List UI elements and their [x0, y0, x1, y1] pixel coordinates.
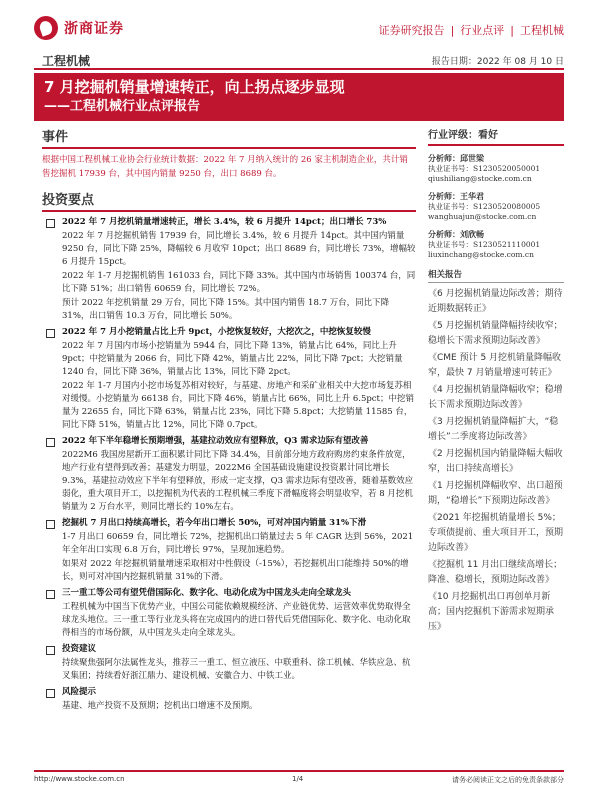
related-report: 《2021 年挖掘机销量增长 5%；专项债提前、重大项目开工，预期边际改善》 [428, 513, 564, 553]
analyst-name: 分析师：王华君 [428, 192, 484, 201]
nav-item-research: 证券研究报告 [378, 24, 445, 37]
analyst-name: 分析师：邱世梁 [428, 154, 484, 163]
footer-disclaimer: 请务必阅读正文之后的免责条款部分 [452, 776, 564, 784]
point-lead: 三一重工等公司有望凭借国际化、数字化、电动化成为中国龙头走向全球龙头 [62, 588, 352, 598]
point-body: 如果对 2022 年挖掘机销量增速采取相对中性假设（-15%），若挖掘机出口能维持 50%的增长，则可对冲国内挖掘机销量 31%的下滑。 [62, 559, 409, 582]
page-header [0, 0, 600, 50]
event-text: 根据中国工程机械工业协会行业统计数据：2022 年 7 月纳入统计的 26 家主机制造企业，共计销售挖掘机 17939 台，其中国内销量 9250 台，出口 8689 台。 [42, 155, 408, 179]
related-report: 《3 月挖掘机销量降幅扩大，“稳增长”二季度将边际改善》 [428, 417, 559, 442]
point-body: 2022 年 1-7 月国内小挖市场复苏相对较好，与基建、房地产和采矿业相关中大挖市场复苏相对缓慢。小挖销量为 66138 台，同比下降 46%，销量占比 66%，同比上升 6.5pct；中挖销量为 22655 台，同比下降 63%，销量占比 23%，同比下降 5.8pct；大挖销量 11585 台，同比下降 51%，销量占比 12%，同比下降 0.7pct。 [62, 381, 414, 430]
nav-item-type: 行业点评 [460, 24, 505, 37]
point-body: 基建、地产投资不及预期；挖机出口增速不及预期。 [62, 701, 258, 711]
analyst-license: 执业证书号：S1230521110001 [428, 240, 541, 249]
point-body: 2022 年 1-7 月挖掘机销售 161033 台，同比下降 33%。其中国内市场销售 100374 台，同比下降 51%；出口销售 60659 台，同比增长 72%。 [62, 271, 416, 294]
nav-item-sector: 工程机械 [520, 24, 564, 37]
point-body: 1-7 月出口 60659 台，同比增长 72%，挖掘机出口销量过去 5 年 CAGR 达到 56%，2021 年全年出口实现 6.8 万台，同比增长 97%，呈现加速趋势。 [62, 532, 414, 555]
logo-icon [34, 16, 58, 40]
industry-rating: 行业评级：看好 [428, 126, 564, 146]
invest-point [42, 643, 416, 683]
report-title: 7 月挖掘机销量增速转正，向上拐点逐步显现 [44, 78, 345, 96]
related-report: 《CME 预计 5 月挖机销量降幅收窄，最快 7 月销量增速可转正》 [428, 353, 562, 378]
point-body: 2022 年 7 月挖掘机销售 17939 台，同比增长 3.4%，较 6 月提升 14pct。其中国内销量 9250 台，同比下降 25%，降幅较 6 月收窄 10pct；出口 8689 台，同比增长 73%，增幅较 6 月提升 15pct。 [62, 231, 416, 267]
analyst-email[interactable]: qiushiliang@stocke.com.cn [428, 174, 532, 183]
point-body: 2022M6 我国房屋新开工面积累计同比下降 34.4%，目前部分地方政府购房约束条件放宽，地产行业有望得到改善；基建发力明显，2022M6 全国基础设施建设投资累计同比增长 9.3%，基建拉动效应下半年有望释放，形成一定支撑，Q3 需求边际有望改善，随着基数效应弱化，重大项目开工，以挖掘机为代表的工程机械三季度下滑幅度将会明显收窄，若 8 月挖机销量为 2 万台水平，则同比增长约 10%左右。 [62, 450, 414, 512]
related-reports-heading: 相关报告 [428, 268, 564, 283]
analyst-license: 执业证书号：S1230520050001 [428, 164, 541, 173]
analyst-email[interactable]: wanghuajun@stocke.com.cn [428, 212, 537, 221]
footer-url[interactable]: http://www.stocke.com.cn [34, 775, 125, 783]
related-report: 《6 月挖掘机销量边际改善；期待近期数据转正》 [428, 289, 563, 314]
point-body: 工程机械为中国当下优势产业，中国公司能依赖规模经济、产业链优势、运营效率优势取得全球龙头地位。三一重工等行业龙头将在完成国内的进口替代后凭借国际化、数字化、电动化取得相当的市场份额，从中国龙头走向全球龙头。 [62, 602, 411, 638]
invest-point [42, 435, 416, 514]
page-footer [34, 770, 564, 784]
point-lead: 2022 年 7 月小挖销量占比上升 9pct，小挖恢复较好，大挖次之，中挖恢复较慢 [62, 327, 371, 337]
invest-heading: 投资要点 [42, 189, 416, 212]
sector-bar [34, 50, 564, 70]
invest-point [42, 326, 416, 432]
analyst-card [428, 230, 564, 260]
analyst-email[interactable]: liuxinchang@stocke.com.cn [428, 250, 534, 259]
related-report: 《4 月挖掘机销量降幅收窄；稳增长下需求预期边际改善》 [428, 385, 563, 410]
point-lead: 2022 年 7 月挖机销量增速转正，增长 3.4%，较 6 月提升 14pct；出口增长 73% [62, 217, 387, 227]
report-category-nav: 证券研究报告 | 行业点评 | 工程机械 [378, 24, 564, 37]
company-logo [34, 16, 124, 40]
point-lead: 投资建议 [62, 644, 97, 654]
related-report: 《2 月挖掘机国内销量降幅大幅收窄，出口持续高增长》 [428, 449, 563, 474]
invest-point [42, 587, 416, 640]
invest-point [42, 686, 416, 713]
related-report: 《10 月挖掘机出口再创单月新高；国内挖掘机下游需求短期承压》 [428, 592, 555, 632]
related-report: 《挖掘机 11 月出口继续高增长；降准、稳增长，预期边际改善》 [428, 560, 563, 585]
related-report: 《5 月挖掘机销量降幅持续收窄；稳增长下需求预期边际改善》 [428, 321, 563, 346]
point-body: 2022 年 7 月国内市场小挖销量为 5944 台，同比下降 13%，销量占比 64%，同比上升 9pct；中挖销量为 2066 台，同比下降 42%，销量占比 22%，同比下降 7pct；大挖销量 1240 台，同比下降 36%，销量占比 13%，同比下降 2pct。 [62, 341, 403, 377]
invest-point [42, 216, 416, 323]
report-subtitle: ——工程机械行业点评报告 [44, 99, 201, 114]
point-lead: 风险提示 [62, 687, 97, 697]
related-report: 《1 月挖掘机降幅收窄、出口超预期，“稳增长”下预期边际改善》 [428, 481, 563, 506]
sector-label: 工程机械 [42, 54, 91, 68]
main-content [42, 126, 416, 716]
title-band [34, 73, 564, 121]
analyst-name: 分析师：刘欣畅 [428, 230, 484, 239]
point-lead: 挖掘机 7 月出口持续高增长，若今年出口增长 50%，可对冲国内销量 31%下滑 [62, 518, 367, 528]
sidebar [428, 126, 564, 637]
invest-points [42, 216, 416, 713]
report-date: 报告日期：2022 年 08 月 10 日 [431, 57, 564, 67]
point-lead: 2022 年下半年稳增长预期增强，基建拉动效应有望释放，Q3 需求边际有望改善 [62, 436, 369, 446]
point-body: 预计 2022 年挖机销量 29 万台，同比下降 15%。其中国内销售 18.7 万台，同比下降 31%，出口销售 10.3 万台，同比增长 50%。 [62, 298, 390, 321]
invest-point [42, 517, 416, 584]
point-body: 持续聚焦强阿尔法属性龙头，推荐三一重工、恒立液压、中联重科、徐工机械、华铁应急、杭叉集团；持续看好浙江鼎力、建设机械、安徽合力、中铁工业。 [62, 658, 411, 681]
analyst-license: 执业证书号：S1230520080005 [428, 202, 541, 211]
page-number: 1/4 [292, 775, 304, 783]
company-name: 浙商证券 [64, 21, 124, 37]
analyst-card [428, 154, 564, 184]
analyst-card [428, 192, 564, 222]
event-heading: 事件 [42, 126, 416, 149]
